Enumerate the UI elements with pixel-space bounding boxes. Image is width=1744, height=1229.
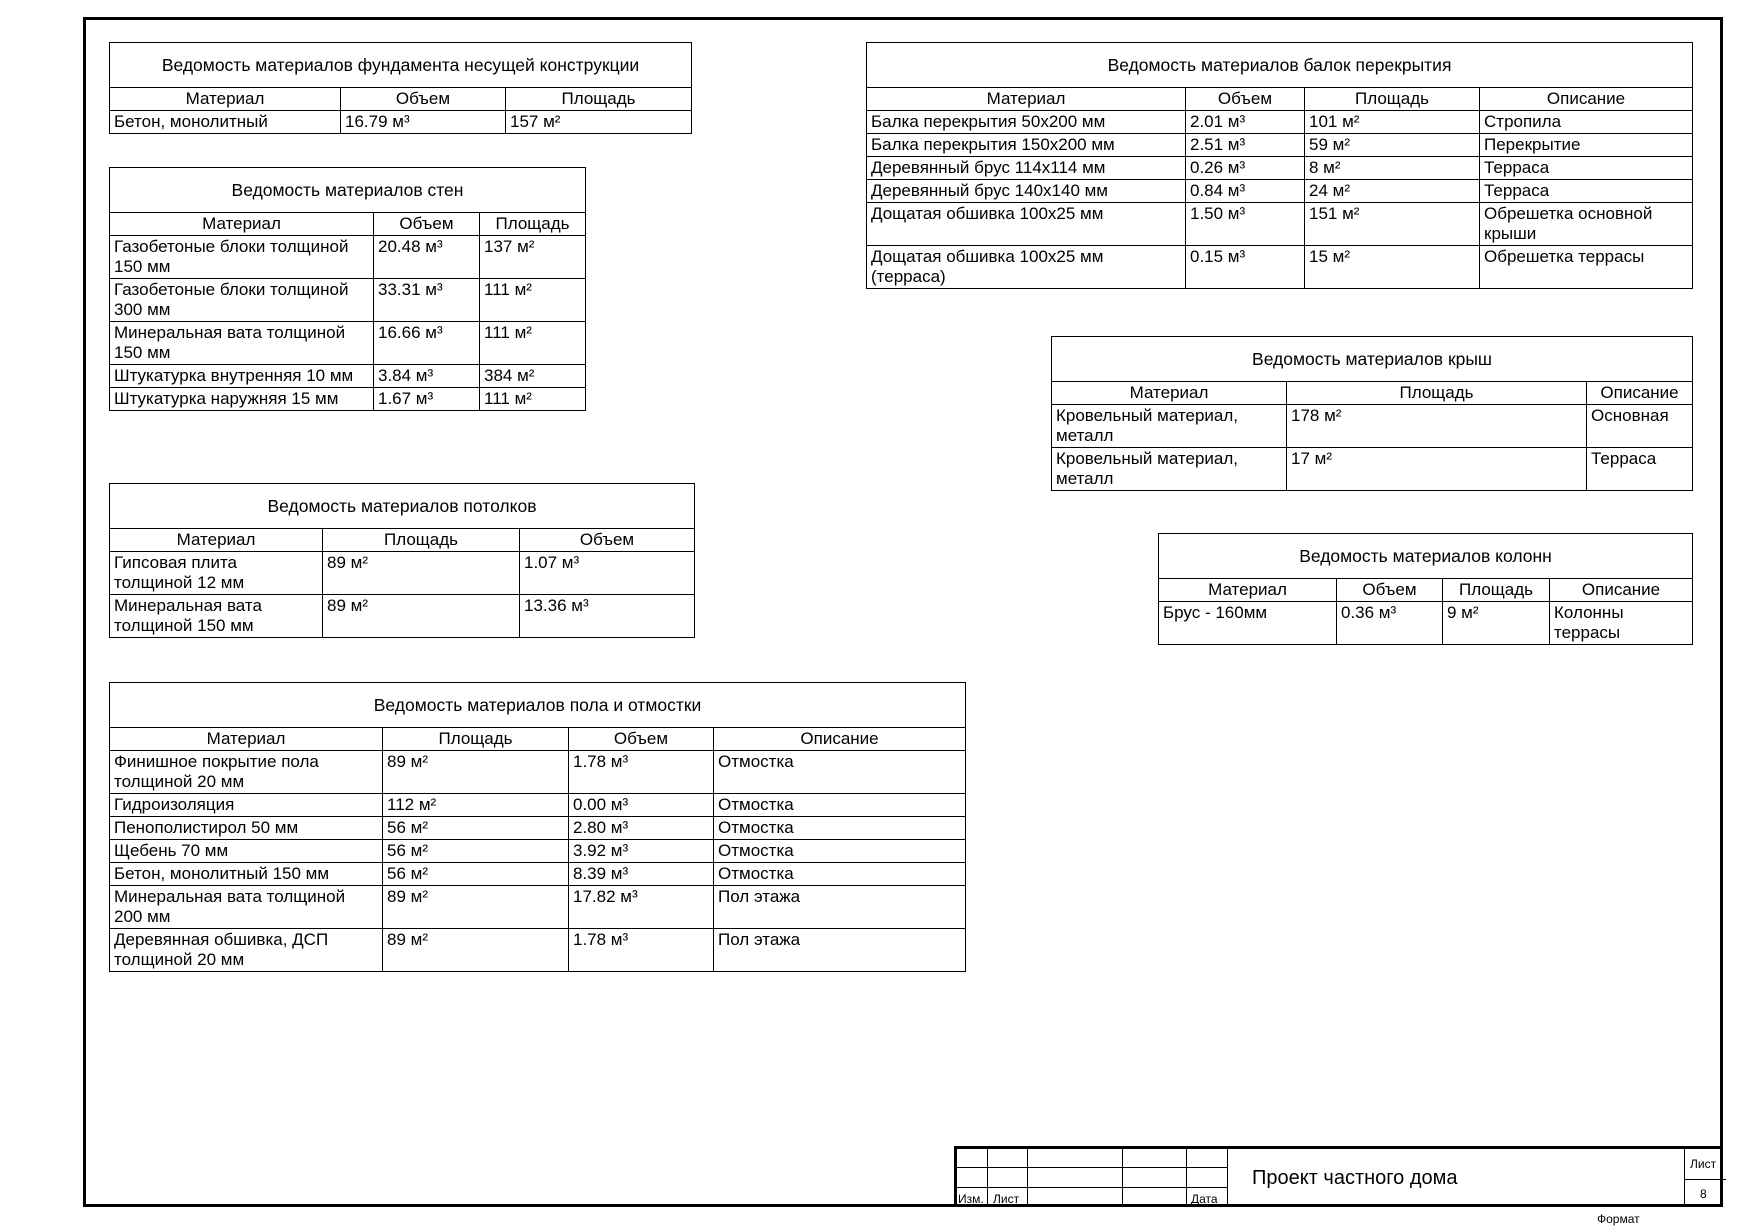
table-cell: Пенополистирол 50 мм: [110, 817, 383, 840]
table-cell: Балка перекрытия 50х200 мм: [867, 111, 1186, 134]
table-row: [1052, 448, 1693, 491]
column-header: Объем: [1186, 88, 1305, 111]
column-header: Описание: [714, 728, 966, 751]
table-row: [867, 134, 1693, 157]
table-cell: Гидроизоляция: [110, 794, 383, 817]
table-cell: 13.36 м³: [520, 595, 695, 638]
table-cell: 384 м²: [480, 365, 586, 388]
table-row: [110, 365, 586, 388]
schedule-beams: [866, 42, 1693, 289]
table-cell: 111 м²: [480, 322, 586, 365]
table-row: [110, 817, 966, 840]
table-cell: Балка перекрытия 150х200 мм: [867, 134, 1186, 157]
stamp-date-label: Дата: [1191, 1192, 1218, 1206]
schedule-ceilings: [109, 483, 695, 638]
table-cell: 9 м²: [1443, 602, 1550, 645]
table-cell: 16.79 м³: [341, 111, 506, 134]
table-cell: 1.67 м³: [374, 388, 480, 411]
table-cell: Гипсовая плита толщиной 12 мм: [110, 552, 323, 595]
column-header: Объем: [520, 529, 695, 552]
table-row: [110, 794, 966, 817]
table-cell: 0.15 м³: [1186, 246, 1305, 289]
table-cell: 1.07 м³: [520, 552, 695, 595]
table-row: [867, 180, 1693, 203]
table-row: [110, 751, 966, 794]
schedule-foundation: [109, 42, 692, 134]
table-cell: Щебень 70 мм: [110, 840, 383, 863]
table-cell: Пол этажа: [714, 929, 966, 972]
table-cell: 2.51 м³: [1186, 134, 1305, 157]
table-cell: 101 м²: [1305, 111, 1480, 134]
table-cell: 16.66 м³: [374, 322, 480, 365]
column-header: Объем: [374, 213, 480, 236]
table-cell: Деревянная обшивка, ДСП толщиной 20 мм: [110, 929, 383, 972]
column-header: Материал: [110, 213, 374, 236]
table-cell: Терраса: [1587, 448, 1693, 491]
table-cell: 1.50 м³: [1186, 203, 1305, 246]
table-cell: Отмостка: [714, 863, 966, 886]
table-cell: Кровельный материал, металл: [1052, 448, 1287, 491]
table-cell: Минеральная вата толщиной 150 мм: [110, 595, 323, 638]
table-cell: Газобетоные блоки толщиной 150 мм: [110, 236, 374, 279]
table-cell: Дощатая обшивка 100х25 мм (терраса): [867, 246, 1186, 289]
column-header: Материал: [867, 88, 1186, 111]
column-header: Описание: [1587, 382, 1693, 405]
stamp-list-label: Лист: [993, 1192, 1020, 1206]
table-cell: Финишное покрытие пола толщиной 20 мм: [110, 751, 383, 794]
column-header: Материал: [110, 88, 341, 111]
table-row: [110, 929, 966, 972]
table-cell: 59 м²: [1305, 134, 1480, 157]
table-cell: 112 м²: [383, 794, 569, 817]
column-header: Объем: [341, 88, 506, 111]
column-header: Материал: [110, 529, 323, 552]
table-cell: Бетон, монолитный: [110, 111, 341, 134]
table-cell: 111 м²: [480, 388, 586, 411]
table-cell: Колонны террасы: [1550, 602, 1693, 645]
table-cell: Терраса: [1480, 180, 1693, 203]
schedule-title: Ведомость материалов колонн: [1159, 534, 1693, 579]
table-cell: 137 м²: [480, 236, 586, 279]
table-cell: 17.82 м³: [569, 886, 714, 929]
table-cell: 0.84 м³: [1186, 180, 1305, 203]
table-cell: 33.31 м³: [374, 279, 480, 322]
table-cell: 56 м²: [383, 840, 569, 863]
sheet-number: 8: [1700, 1187, 1707, 1201]
table-row: [110, 322, 586, 365]
column-header: Материал: [110, 728, 383, 751]
schedule-title: Ведомость материалов стен: [110, 168, 586, 213]
table-cell: 178 м²: [1287, 405, 1587, 448]
schedule-title: Ведомость материалов крыш: [1052, 337, 1693, 382]
table-cell: 2.01 м³: [1186, 111, 1305, 134]
table-cell: Минеральная вата толщиной 200 мм: [110, 886, 383, 929]
table-cell: 17 м²: [1287, 448, 1587, 491]
table-cell: Отмостка: [714, 751, 966, 794]
table-cell: 89 м²: [323, 595, 520, 638]
column-header: Площадь: [506, 88, 692, 111]
table-row: [110, 863, 966, 886]
table-cell: 0.36 м³: [1337, 602, 1443, 645]
schedule-title: Ведомость материалов балок перекрытия: [867, 43, 1693, 88]
table-cell: 151 м²: [1305, 203, 1480, 246]
table-row: [110, 886, 966, 929]
table-cell: 56 м²: [383, 863, 569, 886]
table-cell: Обрешетка террасы: [1480, 246, 1693, 289]
table-cell: 157 м²: [506, 111, 692, 134]
column-header: Площадь: [383, 728, 569, 751]
column-header: Объем: [569, 728, 714, 751]
table-cell: 2.80 м³: [569, 817, 714, 840]
table-cell: 111 м²: [480, 279, 586, 322]
table-cell: Бетон, монолитный 150 мм: [110, 863, 383, 886]
schedule-roofs: [1051, 336, 1693, 491]
table-cell: 89 м²: [383, 751, 569, 794]
table-cell: 8 м²: [1305, 157, 1480, 180]
schedule-floor: [109, 682, 966, 972]
table-cell: 24 м²: [1305, 180, 1480, 203]
table-cell: Обрешетка основной крыши: [1480, 203, 1693, 246]
table-cell: 56 м²: [383, 817, 569, 840]
column-header: Площадь: [1287, 382, 1587, 405]
table-cell: Штукатурка внутренняя 10 мм: [110, 365, 374, 388]
table-cell: 1.78 м³: [569, 751, 714, 794]
table-cell: Основная: [1587, 405, 1693, 448]
table-cell: 89 м²: [383, 886, 569, 929]
table-row: [1052, 405, 1693, 448]
column-header: Описание: [1480, 88, 1693, 111]
table-cell: 15 м²: [1305, 246, 1480, 289]
title-block: [954, 1146, 1723, 1207]
table-cell: Терраса: [1480, 157, 1693, 180]
column-header: Площадь: [480, 213, 586, 236]
table-cell: Дощатая обшивка 100х25 мм: [867, 203, 1186, 246]
column-header: Материал: [1159, 579, 1337, 602]
format-label: Формат: [1597, 1212, 1640, 1226]
table-row: [867, 246, 1693, 289]
table-row: [110, 279, 586, 322]
table-cell: Минеральная вата толщиной 150 мм: [110, 322, 374, 365]
table-cell: Штукатурка наружняя 15 мм: [110, 388, 374, 411]
table-cell: Стропила: [1480, 111, 1693, 134]
table-cell: Пол этажа: [714, 886, 966, 929]
schedule-columns: [1158, 533, 1693, 645]
table-cell: 8.39 м³: [569, 863, 714, 886]
table-cell: Брус - 160мм: [1159, 602, 1337, 645]
column-header: Материал: [1052, 382, 1287, 405]
table-row: [110, 595, 695, 638]
table-cell: 3.92 м³: [569, 840, 714, 863]
project-title: Проект частного дома: [1252, 1167, 1458, 1189]
table-cell: 3.84 м³: [374, 365, 480, 388]
table-row: [1159, 602, 1693, 645]
table-cell: Отмостка: [714, 840, 966, 863]
table-row: [110, 236, 586, 279]
table-row: [110, 111, 692, 134]
schedule-title: Ведомость материалов пола и отмостки: [110, 683, 966, 728]
table-cell: 0.26 м³: [1186, 157, 1305, 180]
schedule-walls: [109, 167, 586, 411]
stamp-izm-label: Изм.: [958, 1192, 984, 1206]
table-row: [867, 111, 1693, 134]
column-header: Площадь: [323, 529, 520, 552]
table-cell: Газобетоные блоки толщиной 300 мм: [110, 279, 374, 322]
column-header: Объем: [1337, 579, 1443, 602]
table-cell: Отмостка: [714, 794, 966, 817]
table-row: [867, 157, 1693, 180]
table-cell: 0.00 м³: [569, 794, 714, 817]
table-cell: Отмостка: [714, 817, 966, 840]
table-cell: Кровельный материал, металл: [1052, 405, 1287, 448]
column-header: Описание: [1550, 579, 1693, 602]
schedule-title: Ведомость материалов фундамента несущей конструкции: [110, 43, 692, 88]
table-row: [867, 203, 1693, 246]
table-row: [110, 552, 695, 595]
table-row: [110, 840, 966, 863]
table-cell: 1.78 м³: [569, 929, 714, 972]
table-cell: 20.48 м³: [374, 236, 480, 279]
table-row: [110, 388, 586, 411]
sheet-label: Лист: [1690, 1157, 1717, 1171]
table-cell: Деревянный брус 114х114 мм: [867, 157, 1186, 180]
table-cell: 89 м²: [323, 552, 520, 595]
table-cell: Деревянный брус 140х140 мм: [867, 180, 1186, 203]
table-cell: 89 м²: [383, 929, 569, 972]
schedule-title: Ведомость материалов потолков: [110, 484, 695, 529]
column-header: Площадь: [1443, 579, 1550, 602]
column-header: Площадь: [1305, 88, 1480, 111]
table-cell: Перекрытие: [1480, 134, 1693, 157]
